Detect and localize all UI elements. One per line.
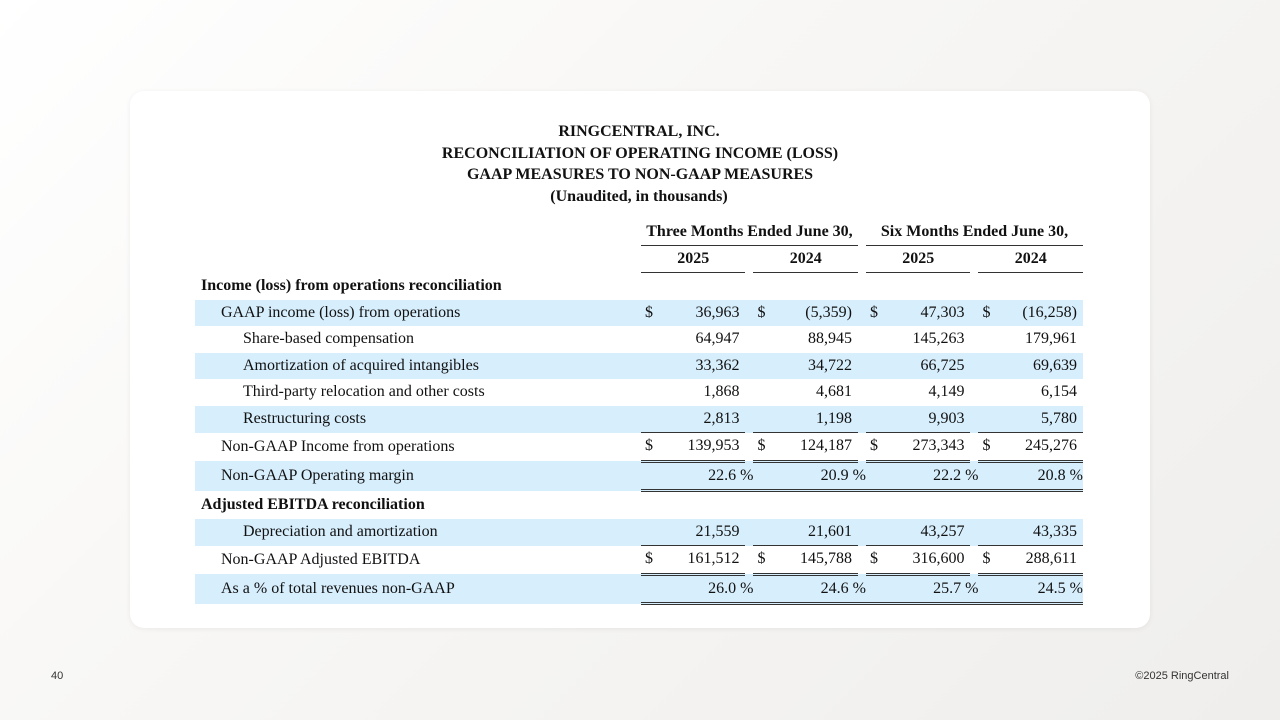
currency-symbol: $: [644, 437, 653, 455]
table-row: [195, 300, 1083, 327]
table-row: [195, 326, 1083, 353]
year-header: 2025: [641, 245, 745, 273]
cell-value: 288,611: [1025, 550, 1077, 568]
cell-value: 22.2 %: [866, 461, 978, 491]
row-label: Amortization of acquired intangibles: [195, 353, 641, 380]
section-ebitda-title: Adjusted EBITDA reconciliation: [201, 496, 425, 514]
cell-value: 24.6 %: [753, 574, 866, 604]
cell-value: 1,198: [815, 409, 852, 427]
year-header: 2024: [978, 245, 1083, 273]
cell-value: 24.5 %: [978, 574, 1083, 604]
currency-symbol: $: [757, 437, 766, 455]
table-row: [195, 433, 1083, 462]
section-header-row: [195, 273, 1083, 300]
cell-value: 88,945: [807, 330, 852, 348]
six-months-date: June 30,: [1011, 222, 1069, 240]
cell-value: 1,868: [703, 383, 740, 401]
table-row: [195, 546, 1083, 575]
cell-value: 33,362: [695, 356, 740, 374]
cell-value: 21,559: [695, 522, 740, 540]
cell-value: 124,187: [799, 437, 852, 455]
cell-value: 6,154: [1041, 383, 1077, 401]
slide-card: [130, 91, 1150, 628]
copyright-notice: ©2025 RingCentral: [1135, 670, 1229, 682]
year-header-row: [195, 245, 1083, 273]
section-header-row: [195, 491, 1083, 519]
table-row: [195, 353, 1083, 380]
table-row: [195, 461, 1083, 491]
cell-value: 245,276: [1025, 437, 1077, 455]
three-months-header: [641, 218, 858, 245]
cell-value: 34,722: [807, 356, 852, 374]
six-months-header: [866, 218, 1083, 245]
report-title-line1: RECONCILIATION OF OPERATING INCOME (LOSS): [441, 144, 839, 162]
cell-value: 43,335: [1033, 522, 1077, 540]
report-title-line2: GAAP MEASURES TO NON-GAAP MEASURES: [466, 166, 814, 183]
currency-symbol: $: [869, 437, 878, 455]
section-income-title: Income (loss) from operations reconciliation: [201, 277, 502, 295]
table-row: [195, 519, 1083, 546]
cell-value: 145,263: [912, 330, 965, 348]
currency-symbol: $: [644, 550, 653, 568]
cell-value: 179,961: [1025, 330, 1077, 348]
row-label: Restructuring costs: [195, 406, 641, 433]
year-header: 2024: [753, 245, 857, 273]
cell-value: 22.6 %: [641, 461, 753, 491]
row-label: Non-GAAP Adjusted EBITDA: [221, 550, 421, 568]
cell-value: 66,725: [920, 356, 965, 374]
cell-value: 43,257: [920, 522, 965, 540]
cell-value: 5,780: [1041, 409, 1077, 427]
cell-value: 20.8 %: [978, 461, 1083, 491]
table-row: [195, 379, 1083, 406]
table-row: [195, 574, 1083, 604]
table-row: [195, 406, 1083, 433]
cell-value: 9,903: [928, 409, 965, 427]
row-label: Third-party relocation and other costs: [243, 383, 485, 401]
currency-symbol: $: [757, 550, 766, 568]
three-months-date: June 30,: [795, 222, 853, 240]
currency-symbol: $: [869, 550, 878, 568]
cell-value: 47,303: [920, 303, 965, 321]
reconciliation-table: [195, 218, 1083, 605]
currency-symbol: $: [757, 303, 766, 321]
cell-value: 4,149: [928, 383, 965, 401]
cell-value: 316,600: [912, 550, 965, 568]
cell-value: 139,953: [687, 437, 740, 455]
row-label: Non-GAAP Operating margin: [195, 461, 641, 491]
cell-value: 64,947: [695, 330, 740, 348]
report-title-block: [130, 121, 1150, 207]
currency-symbol: $: [982, 437, 991, 455]
company-name: RINGCENTRAL, INC.: [558, 123, 720, 140]
currency-symbol: $: [644, 303, 653, 321]
cell-value: 161,512: [687, 550, 740, 568]
currency-symbol: $: [982, 550, 991, 568]
cell-value: 2,813: [703, 409, 740, 427]
six-months-label: Six Months Ended: [880, 222, 1008, 240]
cell-value: 145,788: [799, 550, 852, 568]
cell-value: (5,359): [805, 303, 852, 321]
cell-value: (16,258): [1022, 303, 1077, 321]
page-number: 40: [51, 670, 64, 682]
cell-value: 4,681: [815, 383, 852, 401]
row-label: Share-based compensation: [243, 330, 415, 348]
row-label: GAAP income (loss) from operations: [195, 300, 641, 327]
cell-value: 21,601: [807, 522, 852, 540]
cell-value: 25.7 %: [866, 574, 978, 604]
three-months-label: Three Months Ended: [646, 222, 792, 240]
cell-value: 20.9 %: [753, 461, 866, 491]
report-subtitle: (Unaudited, in thousands): [550, 187, 728, 205]
cell-value: 69,639: [1033, 356, 1077, 374]
column-group-header: [195, 218, 1083, 245]
cell-value: 36,963: [695, 303, 740, 321]
row-label: Depreciation and amortization: [195, 519, 641, 546]
currency-symbol: $: [982, 303, 991, 321]
row-label: Non-GAAP Income from operations: [221, 437, 455, 455]
currency-symbol: $: [869, 303, 878, 321]
row-label: As a % of total revenues non-GAAP: [195, 574, 641, 604]
cell-value: 273,343: [912, 437, 965, 455]
year-header: 2025: [866, 245, 970, 273]
cell-value: 26.0 %: [641, 574, 753, 604]
